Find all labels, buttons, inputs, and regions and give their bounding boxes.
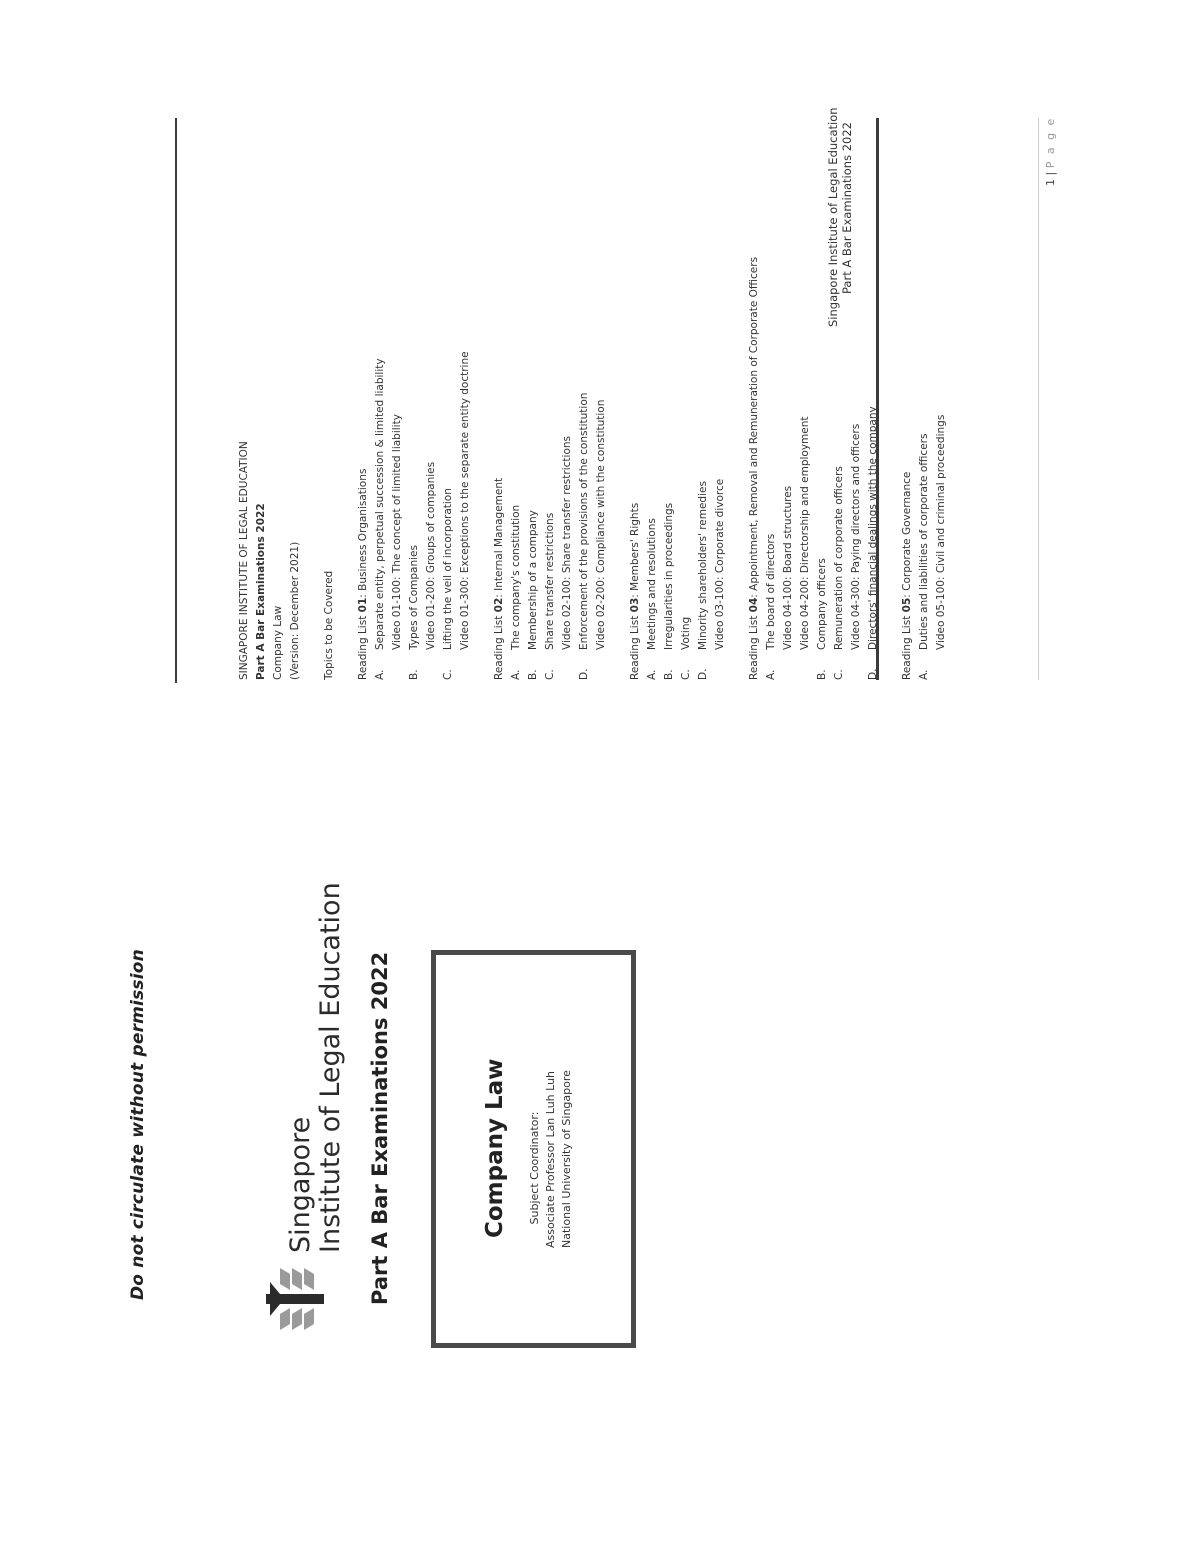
list-item: Video 04-100: Board structures (782, 485, 794, 650)
list-item: B.Irregularities in proceedings (663, 502, 675, 680)
doc-exam-title: Part A Bar Examinations 2022 (255, 503, 267, 680)
list-item: Video 01-100: The concept of limited liability (391, 414, 403, 650)
reading-list-04-heading: Reading List 04: Appointment, Removal and Remuneration of Corporate Officers (748, 256, 760, 680)
list-item: B.Types of Companies (408, 545, 420, 680)
list-item: Video 02-100: Share transfer restrictions (561, 436, 573, 650)
footer-rule (1038, 118, 1039, 680)
list-item: D.Minority shareholders' remedies (697, 481, 709, 680)
header-line-institute: Singapore Institute of Legal Education (826, 107, 840, 327)
topics-document (236, 180, 950, 680)
coordinator-name: Associate Professor Lan Luh Luh (544, 1070, 557, 1248)
list-item: C.Voting (680, 616, 692, 680)
list-item: A.Meetings and resolutions (646, 518, 658, 680)
doc-org-title: SINGAPORE INSTITUTE OF LEGAL EDUCATION (238, 441, 250, 680)
reading-list-01-heading: Reading List 01: Business Organisations (357, 468, 369, 680)
list-item: B.Company officers (816, 558, 828, 680)
reading-list-02-heading: Reading List 02: Internal Management (493, 477, 505, 680)
doc-subject: Company Law (272, 605, 284, 680)
header-line-exam: Part A Bar Examinations 2022 (840, 122, 854, 294)
page-separator: | (1044, 168, 1057, 179)
coordinator-org: National University of Singapore (560, 1070, 573, 1248)
do-not-circulate-notice: Do not circulate without permission (128, 949, 148, 1300)
header-separator-rule (175, 118, 177, 683)
list-item: C.Remuneration of corporate officers (833, 466, 845, 680)
list-item: Video 03-100: Corporate divorce (714, 478, 726, 650)
logo-line-institute: Institute of Legal Education (315, 882, 346, 1253)
sile-logo-icon (262, 1262, 324, 1330)
list-item: A.Duties and liabilities of corporate officers (918, 433, 930, 680)
logo-line-singapore: Singapore (285, 1116, 316, 1253)
list-item: A.Separate entity, perpetual succession & limited liability (374, 358, 386, 680)
list-item: Video 04-300: Paying directors and officers (850, 423, 862, 650)
cover-coordinator-block (527, 1070, 575, 1248)
list-item: D.Enforcement of the provisions of the constitution (578, 392, 590, 680)
page-number: 1 (1044, 179, 1057, 186)
list-item: C.Lifting the veil of incorporation (442, 488, 454, 680)
page-footer (1044, 117, 1057, 186)
list-item: A.The board of directors (765, 533, 777, 680)
list-item: A.The company's constitution (510, 504, 522, 680)
list-item: Video 04-200: Directorship and employment (799, 416, 811, 650)
page-word: P a g e (1044, 116, 1057, 169)
sile-logo-wordmark (286, 882, 346, 1253)
coordinator-label: Subject Coordinator: (528, 1111, 541, 1225)
topics-heading: Topics to be Covered (323, 570, 335, 680)
list-item: C.Share transfer restrictions (544, 512, 556, 680)
list-item: B.Membership of a company (527, 510, 539, 680)
cover-exam-title: Part A Bar Examinations 2022 (368, 951, 392, 1305)
cover-subject-title: Company Law (482, 1058, 508, 1238)
list-item: Video 01-300: Exceptions to the separate entity doctrine (459, 351, 471, 650)
list-item: Video 01-200: Groups of companies (425, 461, 437, 650)
list-item: Video 02-200: Compliance with the constitution (595, 399, 607, 650)
reading-list-03-heading: Reading List 03: Members' Rights (629, 502, 641, 680)
list-item: Video 05-100: Civil and criminal proceedings (935, 414, 947, 650)
reading-list-05-heading: Reading List 05: Corporate Governance (901, 471, 913, 680)
doc-version: (Version: December 2021) (289, 541, 301, 680)
list-item: D.Directors' financial dealings with the company (867, 406, 879, 680)
